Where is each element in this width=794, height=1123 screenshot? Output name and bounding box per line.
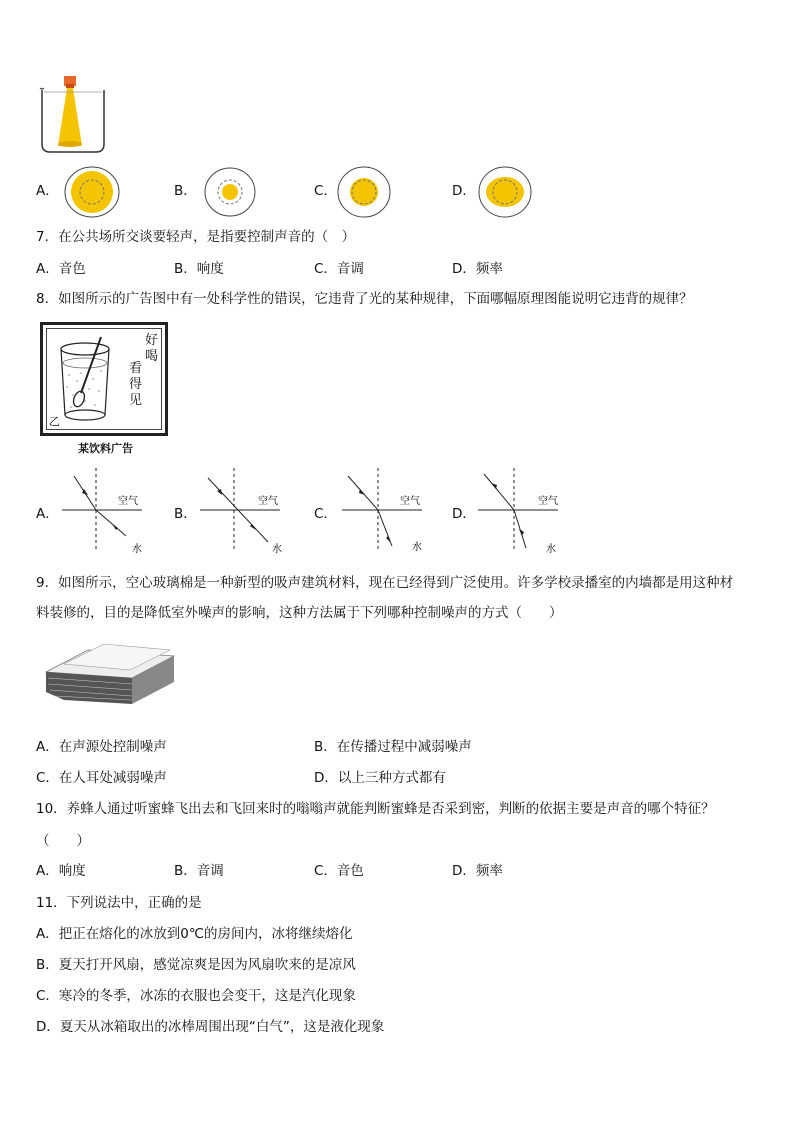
q9-stem-line-1: 9．如图所示，空心玻璃棉是一种新型的吸声建筑材料，现在已经得到广泛使用。许多学校录播室的内墙都是用这种材 [36, 575, 734, 591]
q11-option-b[interactable]: B．夏天打开风扇，感觉凉爽是因为风扇吹来的是凉风 [36, 957, 356, 973]
q6-option-b-label[interactable]: B． [174, 183, 197, 199]
q9-stem-line-2: 料装修的，目的是降低室外噪声的影响，这种方法属于下列哪种控制噪声的方式（ ） [36, 605, 563, 621]
q8-option-c-diagram [340, 466, 430, 556]
q10-stem-line-2: （ ） [36, 833, 90, 849]
ad-char-5: 见 [129, 393, 143, 408]
q8-a-air-label: 空气 [118, 496, 138, 507]
q6-option-d-label[interactable]: D． [452, 183, 476, 199]
q8-option-b-diagram [198, 466, 288, 556]
q6-option-a-figure [64, 166, 120, 218]
q8-option-a-diagram [60, 466, 150, 556]
q9-option-a[interactable]: A．在声源处控制噪声 [36, 739, 167, 755]
q8-c-air-label: 空气 [400, 496, 420, 507]
q8-option-d-label[interactable]: D． [452, 506, 476, 522]
drink-advertisement [40, 322, 168, 436]
ad-char-2: 喝 [145, 349, 159, 364]
q8-stem: 8．如图所示的广告图中有一处科学性的错误，它违背了光的某种规律，下面哪幅原理图能说明它违背的规律？ [36, 291, 693, 307]
q8-b-water-label: 水 [272, 544, 282, 555]
q6-option-c-figure [336, 166, 392, 218]
q10-option-d[interactable]: D．频率 [452, 863, 503, 879]
q11-option-c[interactable]: C．寒冷的冬季，冰冻的衣服也会变干，这是汽化现象 [36, 988, 356, 1004]
q7-option-a[interactable]: A．音色 [36, 261, 86, 277]
q6-option-d-figure [478, 166, 534, 218]
q6-option-c-label[interactable]: C． [314, 183, 337, 199]
ad-char-4: 得 [129, 377, 143, 392]
q7-option-d[interactable]: D．频率 [452, 261, 503, 277]
q7-stem: 7．在公共场所交谈要轻声，是指要控制声音的（ ） [36, 229, 356, 245]
q8-option-a-label[interactable]: A． [36, 506, 59, 522]
beaker-light-figure [36, 74, 116, 158]
q8-c-water-label: 水 [412, 542, 422, 553]
q8-d-air-label: 空气 [538, 496, 558, 507]
q8-option-c-label[interactable]: C． [314, 506, 337, 522]
q9-option-b[interactable]: B．在传播过程中减弱噪声 [314, 739, 472, 755]
q10-option-c[interactable]: C．音色 [314, 863, 364, 879]
ad-char-1: 好 [145, 333, 159, 348]
q10-stem-line-1: 10．养蜂人通过听蜜蜂飞出去和飞回来时的嗡嗡声就能判断蜜蜂是否采到密，判断的依据主要是声音的哪个特征？ [36, 801, 715, 817]
q11-option-d[interactable]: D．夏天从冰箱取出的冰棒周围出现“白气”，这是液化现象 [36, 1019, 385, 1035]
q7-option-c[interactable]: C．音调 [314, 261, 364, 277]
q8-option-d-diagram [476, 466, 566, 556]
ad-char-3: 看 [129, 361, 143, 376]
q9-option-c[interactable]: C．在人耳处减弱噪声 [36, 770, 167, 786]
ad-corner-label: 乙 [49, 415, 60, 428]
ad-caption: 某饮料广告 [78, 442, 133, 455]
q8-option-b-label[interactable]: B． [174, 506, 197, 522]
q8-a-water-label: 水 [132, 544, 142, 555]
q6-option-b-figure [202, 166, 258, 218]
q11-option-a[interactable]: A．把正在熔化的冰放到0℃的房间内，冰将继续熔化 [36, 926, 353, 942]
q9-option-d[interactable]: D．以上三种方式都有 [314, 770, 446, 786]
q10-option-a[interactable]: A．响度 [36, 863, 86, 879]
glass-wool-panels-figure [44, 642, 178, 706]
q6-option-a-label[interactable]: A． [36, 183, 59, 199]
glass-with-spoon-icon [55, 335, 115, 425]
q10-option-b[interactable]: B．音调 [174, 863, 224, 879]
q8-d-water-label: 水 [546, 544, 556, 555]
q7-option-b[interactable]: B．响度 [174, 261, 224, 277]
q11-stem: 11．下列说法中，正确的是 [36, 895, 202, 911]
q8-b-air-label: 空气 [258, 496, 278, 507]
